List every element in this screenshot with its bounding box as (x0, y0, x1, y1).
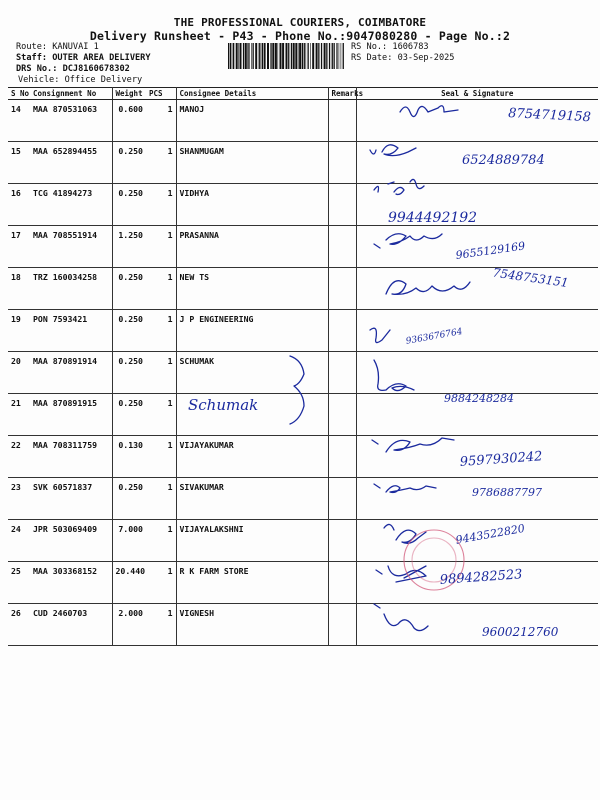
cell-pcs: 1 (146, 604, 176, 646)
barcode-bar (282, 43, 284, 69)
barcode-bar (304, 43, 305, 69)
cell-consignee: R K FARM STORE (176, 562, 328, 604)
barcode-bar (316, 43, 318, 69)
cell-remarks (328, 436, 356, 478)
barcode-bar (299, 43, 301, 69)
barcode-bar (306, 43, 307, 69)
cell-signature (356, 310, 598, 352)
cell-weight: 0.250 (112, 310, 146, 352)
barcode-bar (238, 43, 239, 69)
cell-signature (356, 226, 598, 268)
cell-sno: 23 (8, 478, 30, 520)
cell-consignee: VIGNESH (176, 604, 328, 646)
barcode-bar (232, 43, 233, 69)
barcode-bar (312, 43, 314, 69)
cell-signature (356, 436, 598, 478)
table-row (8, 394, 598, 436)
cell-weight: 0.250 (112, 352, 146, 394)
barcode-bar (233, 43, 234, 69)
barcode-bar (324, 43, 326, 69)
table-row (8, 352, 598, 394)
barcode-bar (339, 43, 340, 69)
cell-consignment-number: JPR 503069409 (30, 520, 112, 562)
cell-pcs: 1 (146, 226, 176, 268)
cell-consignment-number: CUD 2460703 (30, 604, 112, 646)
barcode-bar (326, 43, 327, 69)
drs-number: DRS No.: DCJ8160678302 (16, 64, 130, 74)
cell-weight: 2.000 (112, 604, 146, 646)
barcode-bar (318, 43, 319, 69)
cell-remarks (328, 226, 356, 268)
cell-pcs: 1 (146, 268, 176, 310)
cell-consignment-number: PON 7593421 (30, 310, 112, 352)
cell-remarks (328, 268, 356, 310)
cell-remarks (328, 520, 356, 562)
cell-consignment-number: MAA 870891914 (30, 352, 112, 394)
cell-consignment-number: TRZ 160034258 (30, 268, 112, 310)
cell-remarks (328, 604, 356, 646)
cell-sno: 17 (8, 226, 30, 268)
cell-sno: 14 (8, 100, 30, 142)
cell-signature (356, 352, 598, 394)
cell-consignment-number: MAA 303368152 (30, 562, 112, 604)
cell-remarks (328, 142, 356, 184)
barcode-bar (247, 43, 248, 69)
barcode-bar (243, 43, 244, 69)
barcode-bar (341, 43, 342, 69)
cell-remarks (328, 310, 356, 352)
cell-pcs: 1 (146, 352, 176, 394)
table-row (8, 268, 598, 310)
table-row (8, 604, 598, 646)
cell-consignment-number: MAA 870531063 (30, 100, 112, 142)
barcode-bar (302, 43, 303, 69)
cell-consignment-number: MAA 652894455 (30, 142, 112, 184)
barcode-bar (288, 43, 289, 69)
cell-consignment-number: SVK 60571837 (30, 478, 112, 520)
cell-consignee: MANOJ (176, 100, 328, 142)
table-row (8, 100, 598, 142)
cell-remarks (328, 352, 356, 394)
cell-consignee: J P ENGINEERING (176, 310, 328, 352)
cell-weight: 0.250 (112, 268, 146, 310)
barcode-bar (321, 43, 322, 69)
cell-signature (356, 520, 598, 562)
table-row (8, 142, 598, 184)
handwritten-phone: 9600212760 (482, 625, 559, 639)
vehicle-text: Vehicle: Office Delivery (18, 75, 143, 85)
cell-sno: 16 (8, 184, 30, 226)
cell-weight: 0.250 (112, 394, 146, 436)
cell-signature (356, 604, 598, 646)
barcode-bar (332, 43, 333, 69)
barcode-bar (329, 43, 330, 69)
cell-consignee: SCHUMAK (176, 352, 328, 394)
barcode-bar (267, 43, 269, 69)
handwritten-name: Schumak (188, 396, 259, 414)
handwritten-phone: 7548753151 (491, 265, 570, 290)
cell-weight: 0.250 (112, 184, 146, 226)
cell-pcs: 1 (146, 562, 176, 604)
table-header-row (8, 88, 598, 100)
cell-consignee: PRASANNA (176, 226, 328, 268)
table-row (8, 520, 598, 562)
cell-sno: 19 (8, 310, 30, 352)
cell-pcs: 1 (146, 520, 176, 562)
cell-consignee (176, 394, 328, 436)
barcode-bar (251, 43, 252, 69)
barcode-bar (334, 43, 335, 69)
barcode-bar (295, 43, 297, 69)
cell-weight: 20.440 (112, 562, 146, 604)
cell-sno: 25 (8, 562, 30, 604)
barcode-bar (249, 43, 250, 69)
cell-signature (356, 394, 598, 436)
cell-sno: 22 (8, 436, 30, 478)
handwritten-phone: 9944492192 (388, 210, 478, 226)
barcode-bar (253, 43, 254, 69)
cell-consignee: SIVAKUMAR (176, 478, 328, 520)
barcode-bar (308, 43, 309, 69)
cell-signature (356, 184, 598, 226)
cell-consignee: SHANMUGAM (176, 142, 328, 184)
barcode-bar (298, 43, 299, 69)
cell-sno: 24 (8, 520, 30, 562)
cell-consignment-number: MAA 708311759 (30, 436, 112, 478)
cell-weight: 7.000 (112, 520, 146, 562)
cell-consignee: VIJAYALAKSHNI (176, 520, 328, 562)
staff-text: Staff: OUTER AREA DELIVERY (16, 53, 151, 63)
barcode-bar (264, 43, 266, 69)
table-row (8, 226, 598, 268)
cell-remarks (328, 184, 356, 226)
cell-signature (356, 268, 598, 310)
table-row (8, 436, 598, 478)
runsheet-table (8, 87, 598, 646)
barcode-bar (293, 43, 295, 69)
table-row (8, 478, 598, 520)
barcode-bar (261, 43, 262, 69)
cell-consignee: VIDHYA (176, 184, 328, 226)
barcode-bar (240, 43, 242, 69)
handwritten-phone: 8754719158 (507, 105, 592, 126)
cell-sno: 15 (8, 142, 30, 184)
cell-sno: 26 (8, 604, 30, 646)
cell-pcs: 1 (146, 436, 176, 478)
barcode-bar (259, 43, 260, 69)
cell-consignee: NEW TS (176, 268, 328, 310)
cell-pcs: 1 (146, 184, 176, 226)
cell-pcs: 1 (146, 100, 176, 142)
cell-remarks (328, 562, 356, 604)
col-consignment-header: Consignment No (30, 88, 112, 100)
barcode-bar (337, 43, 338, 69)
cell-signature (356, 562, 598, 604)
handwritten-phone: 9655129169 (454, 239, 526, 263)
cell-signature (356, 142, 598, 184)
cell-pcs: 1 (146, 142, 176, 184)
barcode-bar (255, 43, 257, 69)
cell-sno: 21 (8, 394, 30, 436)
cell-signature (356, 100, 598, 142)
cell-pcs: 1 (146, 478, 176, 520)
barcode-bar (262, 43, 263, 69)
barcode-bar (245, 43, 247, 69)
handwritten-phone: 9363676764 (405, 326, 464, 347)
table-row (8, 184, 598, 226)
barcode-bar (280, 43, 282, 69)
barcode-image (228, 43, 346, 69)
cell-remarks (328, 478, 356, 520)
barcode-bar (291, 43, 292, 69)
cell-consignment-number: MAA 870891915 (30, 394, 112, 436)
handwritten-phone: 6524889784 (462, 153, 545, 168)
table-row (8, 310, 598, 352)
cell-weight: 0.250 (112, 142, 146, 184)
cell-pcs: 1 (146, 394, 176, 436)
route-text: Route: KANUVAI 1 (16, 42, 99, 52)
cell-pcs: 1 (146, 310, 176, 352)
barcode-bar (343, 43, 344, 69)
barcode-bar (336, 43, 337, 69)
company-title: THE PROFESSIONAL COURIERS, COIMBATORE (173, 16, 427, 29)
cell-consignment-number: MAA 708551914 (30, 226, 112, 268)
cell-weight: 0.130 (112, 436, 146, 478)
cell-remarks (328, 100, 356, 142)
cell-weight: 1.250 (112, 226, 146, 268)
col-signature-header: Seal & Signature (356, 88, 598, 100)
barcode-bar (272, 43, 274, 69)
col-remarks-header: Remarks (328, 88, 356, 100)
col-sno-header: S No (8, 88, 30, 100)
cell-consignee: VIJAYAKUMAR (176, 436, 328, 478)
cell-signature (356, 478, 598, 520)
cell-sno: 18 (8, 268, 30, 310)
col-weight-header: Weight (112, 88, 146, 100)
barcode-bar (270, 43, 271, 69)
col-pcs-header: PCS (146, 88, 176, 100)
col-consignee-header: Consignee Details (176, 88, 328, 100)
handwritten-phone: 9884248284 (444, 392, 514, 405)
handwritten-phone: 9786887797 (472, 486, 542, 499)
barcode-bar (236, 43, 238, 69)
runsheet-subtitle: Delivery Runsheet - P43 - Phone No.:9047080280 - Page No.:2 (89, 29, 511, 43)
barcode-bar (310, 43, 311, 69)
table-row (8, 562, 598, 604)
barcode-bar (286, 43, 288, 69)
cell-weight: 0.250 (112, 478, 146, 520)
rs-number: RS No.: 1606783 (351, 42, 429, 52)
handwritten-phone: 9597930242 (459, 449, 543, 470)
cell-consignment-number: TCG 41894273 (30, 184, 112, 226)
cell-sno: 20 (8, 352, 30, 394)
handwritten-phone: 9443522820 (454, 521, 526, 547)
barcode-bar (278, 43, 279, 69)
barcode-bar (230, 43, 231, 69)
barcode-bar (228, 43, 229, 69)
cell-remarks (328, 394, 356, 436)
cell-weight: 0.600 (112, 100, 146, 142)
barcode-bar (275, 43, 277, 69)
rs-date: RS Date: 03-Sep-2025 (351, 53, 455, 63)
handwritten-phone: 9894282523 (439, 567, 523, 588)
